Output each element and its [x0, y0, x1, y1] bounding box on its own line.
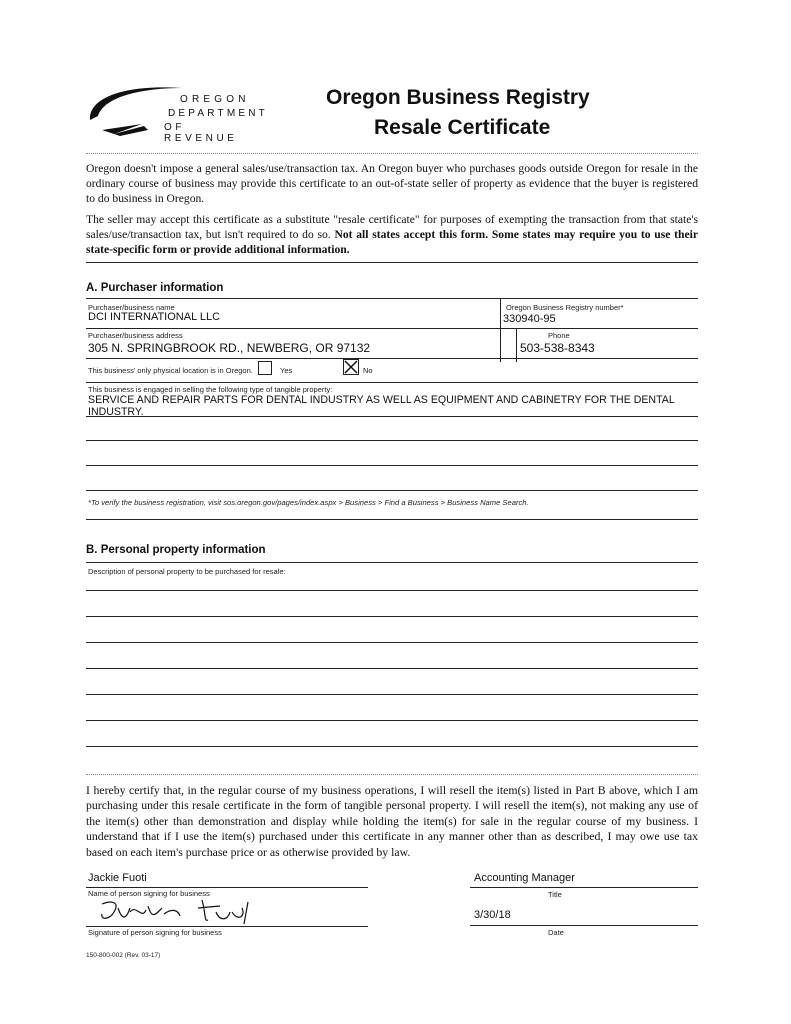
- signer-title-rule: [470, 887, 698, 888]
- date-label: Date: [548, 928, 564, 937]
- dor-logo: [84, 80, 268, 144]
- form-title-line-1: Oregon Business Registry: [326, 86, 590, 109]
- desc-rule-7: [86, 746, 698, 747]
- engaged-value-line-1[interactable]: SERVICE AND REPAIR PARTS FOR DENTAL INDUSTRY AS WELL AS EQUIPMENT AND CABINETRY FOR THE DENTAL: [88, 394, 675, 406]
- org-line-2: DEPARTMENT: [168, 108, 268, 119]
- row1-bottom-rule: [86, 328, 698, 329]
- signer-name-label: Name of person signing for business: [88, 889, 210, 898]
- intro-paragraph-2: [86, 212, 698, 257]
- signer-name-rule: [86, 887, 368, 888]
- purchaser-name-field[interactable]: DCI INTERNATIONAL LLC: [88, 311, 221, 323]
- row3-bottom-rule: [86, 382, 698, 383]
- verify-footnote: *To verify the business registration, visit sos.oregon.gov/pages/index.aspx > Business > Find a Business > Business Name Search.: [88, 498, 529, 507]
- engaged-label: This business is engaged in selling the following type of tangible property:: [88, 385, 333, 394]
- section-b-title: B. Personal property information: [86, 544, 266, 556]
- signer-title-label: Title: [548, 890, 562, 899]
- form-title-line-2: Resale Certificate: [374, 116, 551, 139]
- form-number: 150-800-002 (Rev. 03-17): [86, 952, 161, 959]
- no-checkbox[interactable]: [343, 359, 359, 375]
- certification-text: I hereby certify that, in the regular course of my business operations, I will resell the item(s) listed in Part B above, which I am purchasing under this resale certificate in the form of tangible personal property. I will resell the item(s), not making any use of the item(s) other than demonstration and display while holding the item(s) for sale in the regular course of my business. I understand that if I use the item(s) purchased under this certificate in any manner other than as described, I may owe use tax based on each item's purchase price or as otherwise provided by law.: [86, 783, 698, 859]
- engaged-rule-1: [86, 416, 698, 417]
- phone-label: Phone: [548, 331, 570, 340]
- engaged-rule-3: [86, 465, 698, 466]
- intro-divider: [86, 262, 698, 263]
- org-line-3: OF REVENUE: [164, 122, 238, 144]
- desc-rule-6: [86, 720, 698, 721]
- engaged-rule-2: [86, 440, 698, 441]
- intro-paragraph-1: Oregon doesn't impose a general sales/use/transaction tax. An Oregon buyer who purchases goods outside Oregon for resale in the ordinary course of business may provide this certificate to an out-of-state seller of property as evidence that the buyer is registered to do business in Oregon.: [86, 162, 698, 205]
- address-label: Purchaser/business address: [88, 331, 183, 340]
- intro-paragraph-2-bold: Not all states accept this form. Some states may require you to use their state-specific form or provide additional information.: [86, 228, 698, 256]
- phone-divider: [516, 328, 517, 362]
- desc-rule-4: [86, 668, 698, 669]
- registry-number-field[interactable]: 330940-95: [503, 313, 556, 325]
- section-b-rule: [86, 562, 698, 563]
- checkmark-x-icon: [344, 360, 358, 374]
- section-a-title: A. Purchaser information: [86, 282, 224, 294]
- signer-title-field[interactable]: Accounting Manager: [474, 872, 575, 884]
- purchaser-name-label: Purchaser/business name: [88, 303, 175, 312]
- intro-paragraph-2-text: The seller may accept this certificate as a substitute "resale certificate" for purposes of exempting the transaction from that state's sales/use/transaction tax, but isn't required to do so.: [86, 213, 698, 241]
- registry-number-label: Oregon Business Registry number*: [506, 303, 624, 312]
- desc-rule-2: [86, 616, 698, 617]
- engaged-rule-4: [86, 490, 698, 491]
- no-label: No: [363, 366, 373, 375]
- desc-rule-1: [86, 590, 698, 591]
- section-a-end-rule: [86, 519, 698, 520]
- engaged-value-line-2[interactable]: INDUSTRY.: [88, 406, 144, 418]
- date-rule: [470, 925, 698, 926]
- desc-rule-8: [86, 774, 698, 775]
- yes-checkbox[interactable]: [258, 361, 272, 375]
- address-field[interactable]: 305 N. SPRINGBROOK RD., NEWBERG, OR 97132: [88, 341, 371, 355]
- desc-rule-3: [86, 642, 698, 643]
- signature-scribble-icon: [92, 894, 272, 928]
- date-field[interactable]: 3/30/18: [474, 909, 511, 921]
- signature-rule: [86, 926, 368, 927]
- org-line-1: OREGON: [180, 94, 250, 105]
- signature-label: Signature of person signing for business: [88, 928, 222, 937]
- section-a-rule: [86, 298, 698, 299]
- location-question: This business' only physical location is in Oregon.: [88, 366, 253, 375]
- row2-bottom-rule: [86, 358, 698, 359]
- row1-divider: [500, 298, 501, 362]
- yes-label: Yes: [280, 366, 293, 375]
- desc-rule-5: [86, 694, 698, 695]
- phone-field[interactable]: 503-538-8343: [520, 341, 595, 355]
- description-label: Description of personal property to be purchased for resale:: [88, 567, 286, 576]
- handwritten-signature: [92, 894, 272, 928]
- signer-name-field[interactable]: Jackie Fuoti: [88, 872, 147, 884]
- header-divider: [86, 153, 698, 154]
